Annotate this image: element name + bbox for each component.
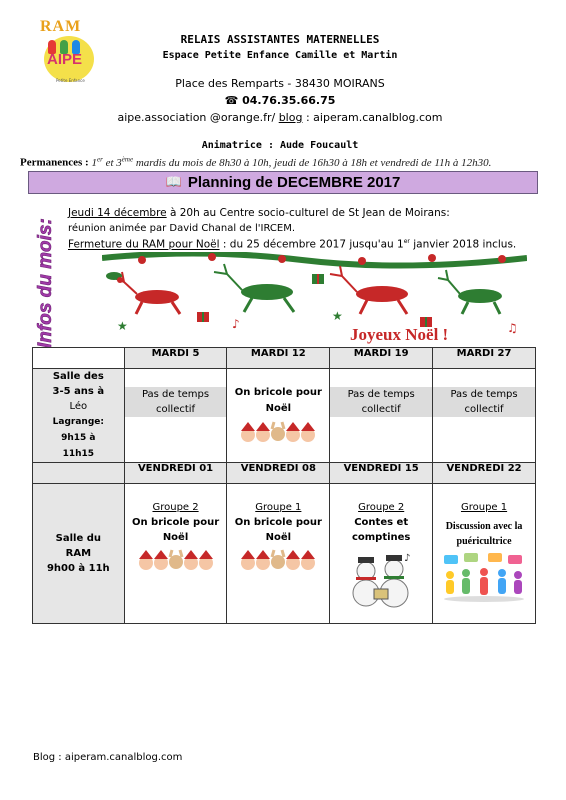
activity-text: Pas de temps collectif bbox=[330, 387, 432, 417]
col-header: VENDREDI 15 bbox=[330, 463, 433, 484]
friday-header-row bbox=[33, 463, 536, 484]
kids-santa-hats-icon bbox=[238, 549, 318, 571]
activity-text: Pas de temps collectif bbox=[125, 387, 227, 417]
infos-du-mois-label bbox=[29, 198, 59, 350]
group-label: Groupe 1 bbox=[255, 502, 302, 513]
room-ram bbox=[33, 484, 125, 624]
planning-table bbox=[32, 347, 536, 624]
address: Place des Remparts - 38430 MOIRANS bbox=[175, 77, 385, 90]
cell-mardi-27 bbox=[433, 369, 536, 463]
group-label: Groupe 2 bbox=[358, 502, 405, 513]
friday-row bbox=[33, 484, 536, 624]
logo-aipe-text: AIPE bbox=[47, 51, 83, 68]
open-book-icon: 📖 bbox=[165, 175, 182, 190]
col-header: MARDI 19 bbox=[330, 348, 433, 369]
col-header: MARDI 5 bbox=[124, 348, 227, 369]
room2-l2: RAM bbox=[65, 548, 92, 559]
room1-l6: 11h15 bbox=[62, 449, 95, 459]
info-l1-rest: à 20h au Centre socio-culturel de St Jean de Moirans: bbox=[166, 207, 450, 219]
svg-text:★: ★ bbox=[117, 319, 128, 333]
group-label: Groupe 2 bbox=[152, 502, 199, 513]
info-l3-sup: er bbox=[403, 238, 410, 245]
permanences-label: Permanences : bbox=[20, 156, 89, 169]
cell-vendredi-01 bbox=[124, 484, 227, 624]
planning-title: Planning de DECEMBRE 2017 bbox=[187, 174, 401, 191]
cell-mardi-5 bbox=[124, 369, 227, 463]
perm-d1: 1 bbox=[88, 156, 97, 169]
perm-sup1: er bbox=[96, 155, 103, 163]
room2-l3: 9h00 à 11h bbox=[46, 563, 110, 574]
org-name: RELAIS ASSISTANTES MATERNELLES bbox=[180, 33, 380, 46]
logo-tagline: Petite Enfance bbox=[56, 78, 85, 83]
info-line-1 bbox=[68, 207, 450, 219]
space-name: Espace Petite Enfance Camille et Martin bbox=[162, 50, 398, 61]
email-link[interactable]: aipe.association @orange.fr/ bbox=[117, 111, 279, 124]
col-header: VENDREDI 22 bbox=[433, 463, 536, 484]
room-leo-lagrange bbox=[33, 369, 125, 463]
svg-text:♫: ♫ bbox=[507, 321, 518, 335]
footer-blog: Blog : aiperam.canalblog.com bbox=[33, 752, 183, 763]
info-l3-a: : du 25 décembre 2017 jusqu'au 1 bbox=[219, 238, 404, 251]
room1-l1: Salle des bbox=[52, 371, 104, 382]
discussion-people-icon bbox=[440, 553, 528, 603]
logo-ram-text: RAM bbox=[40, 18, 82, 35]
joyeux-noel-text: Joyeux Noël ! bbox=[350, 325, 449, 344]
svg-text:♪: ♪ bbox=[404, 553, 411, 564]
corner-cell-2 bbox=[33, 463, 125, 484]
activity-text: Discussion avec la puéricultrice bbox=[445, 521, 523, 547]
info-line-2: réunion animée par David Chanal de l'IRCEM. bbox=[68, 223, 296, 234]
activity-text: On bricole pour Noël bbox=[234, 387, 322, 414]
col-header: VENDREDI 08 bbox=[227, 463, 330, 484]
room2-l1: Salle du bbox=[55, 533, 101, 544]
room1-l5: 9h15 à bbox=[61, 433, 96, 443]
cell-vendredi-22 bbox=[433, 484, 536, 624]
activity-text: Contes et comptines bbox=[351, 517, 411, 543]
phone: ☎ 04.76.35.66.75 bbox=[224, 94, 336, 107]
christmas-illustration bbox=[102, 252, 527, 348]
cell-mardi-12 bbox=[227, 369, 330, 463]
perm-d2: et 3 bbox=[102, 156, 122, 169]
perm-rest: mardis du mois de 8h30 à 10h, jeudi de 16h30 à 18h et vendredi de 11h à 12h30. bbox=[133, 156, 492, 169]
planning-banner bbox=[28, 171, 538, 194]
cell-vendredi-15 bbox=[330, 484, 433, 624]
col-header: VENDREDI 01 bbox=[124, 463, 227, 484]
contact-line bbox=[70, 111, 490, 124]
blog-link[interactable]: blog bbox=[278, 111, 303, 124]
blog-url[interactable]: : aiperam.canalblog.com bbox=[302, 111, 443, 124]
info-line-3 bbox=[68, 238, 516, 251]
cell-mardi-19 bbox=[330, 369, 433, 463]
tuesday-header-row bbox=[33, 348, 536, 369]
info-fermeture: Fermeture du RAM pour Noël bbox=[68, 238, 220, 251]
kids-santa-hats-icon bbox=[238, 421, 318, 443]
cell-vendredi-08 bbox=[227, 484, 330, 624]
snowmen-singing-icon bbox=[346, 549, 416, 611]
col-header: MARDI 12 bbox=[227, 348, 330, 369]
svg-text:♪: ♪ bbox=[232, 317, 240, 331]
room1-l3: Léo bbox=[69, 401, 88, 412]
svg-text:★: ★ bbox=[332, 309, 343, 323]
animatrice: Animatrice : Aude Foucault bbox=[201, 140, 359, 151]
kids-santa-hats-icon bbox=[136, 549, 216, 571]
info-date: Jeudi 14 décembre bbox=[68, 207, 167, 219]
group-label: Groupe 1 bbox=[460, 502, 508, 513]
perm-sup2: ème bbox=[121, 155, 134, 163]
room1-l4: Lagrange: bbox=[52, 417, 104, 427]
tuesday-row bbox=[33, 369, 536, 463]
activity-text: Pas de temps collectif bbox=[433, 387, 535, 417]
info-l3-b: janvier 2018 inclus. bbox=[409, 238, 517, 251]
permanences bbox=[20, 155, 550, 169]
activity-text: On bricole pour Noël bbox=[131, 517, 220, 543]
col-header: MARDI 27 bbox=[433, 348, 536, 369]
room1-l2: 3-5 ans à bbox=[52, 386, 105, 397]
activity-text: On bricole pour Noël bbox=[234, 517, 322, 543]
infos-du-mois-text: Infos du mois: bbox=[35, 218, 56, 348]
corner-cell bbox=[33, 348, 125, 369]
